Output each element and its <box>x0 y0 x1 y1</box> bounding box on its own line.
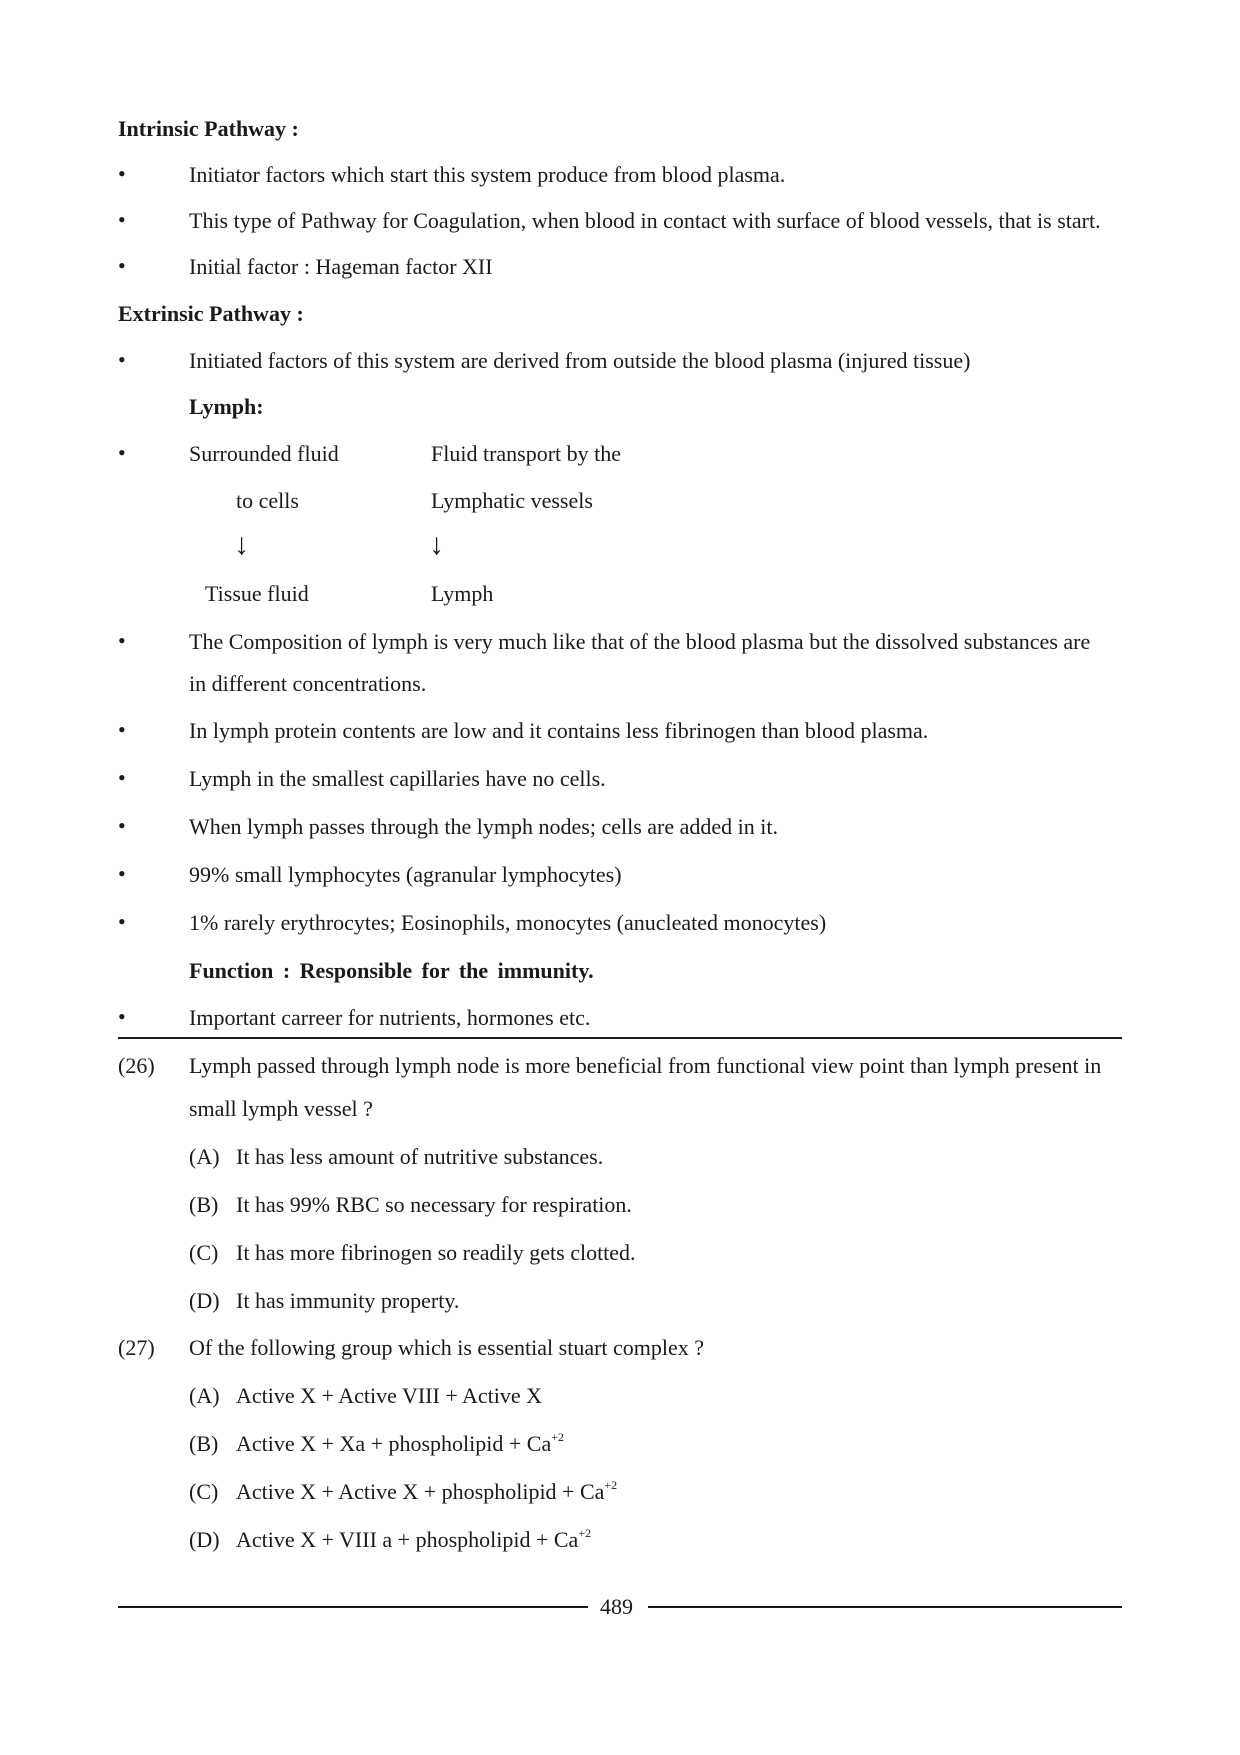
lymph-composition-line2: in different concentrations. <box>189 671 427 696</box>
question-text: Lymph passed through lymph node is more beneficial from functional view point than lymph present in <box>189 1053 1102 1078</box>
lymph-last-item: Important carreer for nutrients, hormones etc. <box>189 1005 591 1030</box>
intrinsic-heading: Intrinsic Pathway : <box>118 116 299 141</box>
option-body: Active X + VIII a + phospholipid + Ca <box>236 1527 579 1552</box>
lymph-flow-left-line2: to cells <box>236 488 299 513</box>
bullet-icon: • <box>118 909 126 934</box>
lymph-item-1: In lymph protein contents are low and it contains less fibrinogen than blood plasma. <box>189 718 929 743</box>
bullet-icon: • <box>118 207 126 232</box>
option-label: (A) <box>189 1144 220 1169</box>
lymph-heading: Lymph: <box>189 394 264 419</box>
lymph-item-4: 99% small lymphocytes (agranular lymphocytes) <box>189 862 622 887</box>
option-text: It has 99% RBC so necessary for respiration. <box>236 1192 632 1217</box>
down-arrow-icon: ↓ <box>429 528 444 561</box>
lymph-item-5: 1% rarely erythrocytes; Eosinophils, monocytes (anucleated monocytes) <box>189 910 827 935</box>
section-divider <box>118 1037 1122 1039</box>
lymph-item-2: Lymph in the smallest capillaries have no cells. <box>189 766 606 791</box>
lymph-item-3: When lymph passes through the lymph nodes; cells are added in it. <box>189 814 778 839</box>
option-text: It has immunity property. <box>236 1288 460 1313</box>
option-text <box>236 1526 592 1552</box>
option-label: (C) <box>189 1479 219 1504</box>
extrinsic-heading: Extrinsic Pathway : <box>118 301 304 326</box>
page-number: 489 <box>600 1594 633 1619</box>
intrinsic-item-2: This type of Pathway for Coagulation, when blood in contact with surface of blood vessels, that is start. <box>189 208 1101 233</box>
option-label: (C) <box>189 1240 219 1265</box>
option-label: (D) <box>189 1527 220 1552</box>
bullet-icon: • <box>118 813 126 838</box>
question-text-cont: small lymph vessel ? <box>189 1096 373 1121</box>
question-number: (27) <box>118 1335 155 1360</box>
option-body: Active X + Xa + phospholipid + Ca <box>236 1431 552 1456</box>
superscript: +2 <box>551 1430 565 1444</box>
down-arrow-icon: ↓ <box>234 528 249 561</box>
lymph-flow-left-line1: Surrounded fluid <box>189 441 339 466</box>
lymph-flow-left-result: Tissue fluid <box>205 581 309 606</box>
lymph-flow-right-line1: Fluid transport by the <box>431 441 622 466</box>
lymph-composition-line1: The Composition of lymph is very much like that of the blood plasma but the dissolved substances are <box>189 629 1091 654</box>
bullet-icon: • <box>118 628 126 653</box>
lymph-function: Function : Responsible for the immunity. <box>189 958 594 983</box>
lymph-flow-right-result: Lymph <box>431 581 494 606</box>
bullet-icon: • <box>118 347 126 372</box>
bullet-icon: • <box>118 765 126 790</box>
option-label: (A) <box>189 1383 220 1408</box>
bullet-icon: • <box>118 161 126 186</box>
bullet-icon: • <box>118 861 126 886</box>
question-text: Of the following group which is essential stuart complex ? <box>189 1335 705 1360</box>
bullet-icon: • <box>118 717 126 742</box>
bullet-icon: • <box>118 253 126 278</box>
intrinsic-item-3: Initial factor : Hageman factor XII <box>189 254 493 279</box>
superscript: +2 <box>578 1526 592 1540</box>
option-text <box>236 1385 542 1407</box>
question-number: (26) <box>118 1053 155 1078</box>
footer-rule-left <box>118 1606 588 1608</box>
option-label: (B) <box>189 1431 219 1456</box>
option-label: (D) <box>189 1288 220 1313</box>
option-text: It has less amount of nutritive substances. <box>236 1144 604 1169</box>
option-label: (B) <box>189 1192 219 1217</box>
bullet-icon: • <box>118 1004 126 1029</box>
option-body: Active X + Active VIII + Active X <box>236 1383 543 1408</box>
lymph-flow-right-line2: Lymphatic vessels <box>431 488 593 513</box>
intrinsic-item-1: Initiator factors which start this system produce from blood plasma. <box>189 162 786 187</box>
footer-rule-right <box>648 1606 1122 1608</box>
bullet-icon: • <box>118 440 126 465</box>
option-body: Active X + Active X + phospholipid + Ca <box>236 1479 605 1504</box>
superscript: +2 <box>604 1478 618 1492</box>
option-text <box>236 1478 618 1504</box>
option-text: It has more fibrinogen so readily gets clotted. <box>236 1240 636 1265</box>
extrinsic-item-1: Initiated factors of this system are derived from outside the blood plasma (injured tissue) <box>189 348 971 373</box>
option-text <box>236 1430 565 1456</box>
